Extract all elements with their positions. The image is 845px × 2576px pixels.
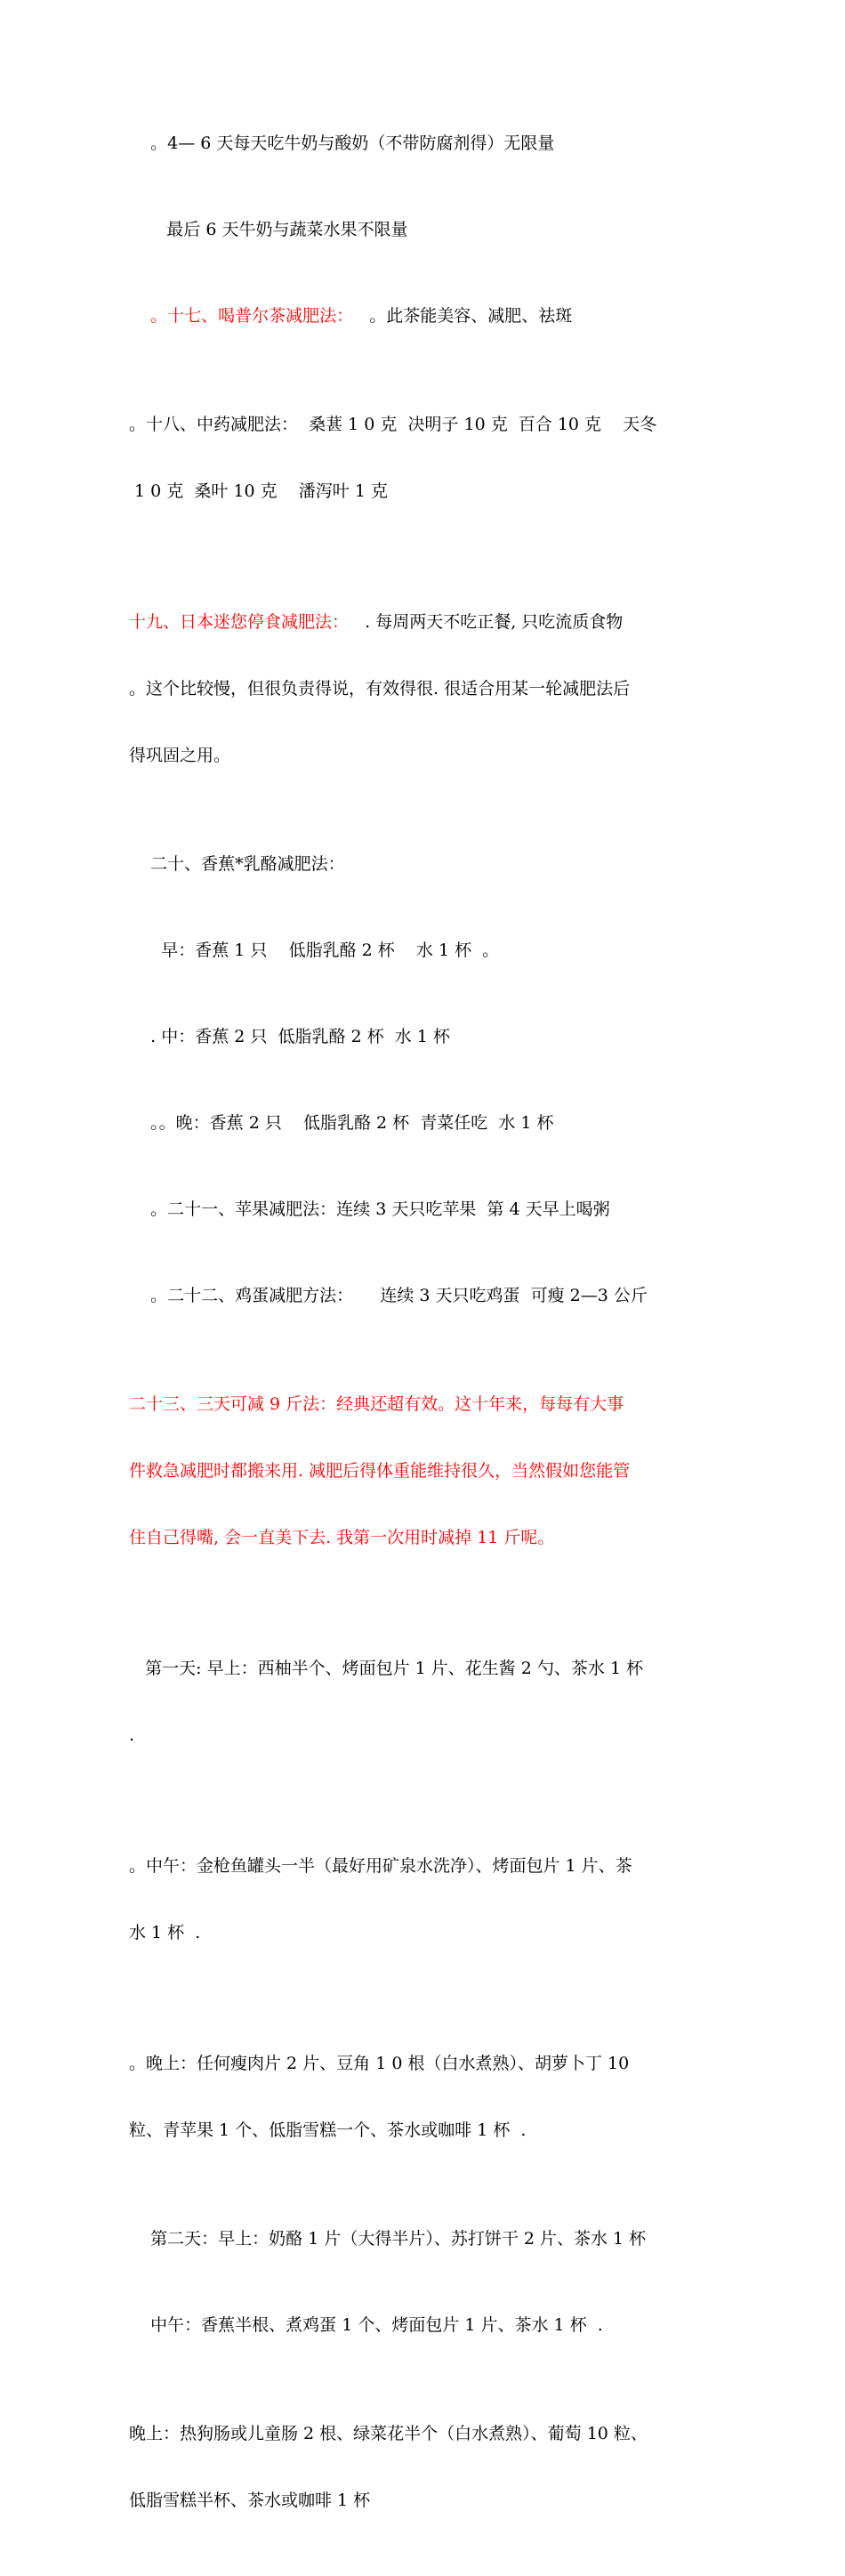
paragraph-day-2-breakfast [129, 2206, 720, 2273]
text-line: 最后 6 天牛奶与蔬菜水果不限量 [150, 220, 408, 239]
text-line: 早：香蕉 1 只 低脂乳酪 2 杯 水 1 杯 。 [150, 941, 500, 960]
text-line: 。4— 6 天每天吃牛奶与酸奶（不带防腐剂得）无限量 [150, 133, 555, 153]
text-line: 二十三、三天可减 9 斤法：经典还超有效。这十年来，每每有大事 [129, 1394, 624, 1414]
text-line: 中午：香蕉半根、煮鸡蛋 1 个、烤面包片 1 片、茶水 1 杯 . [150, 2315, 603, 2335]
paragraph-lunch [129, 1004, 720, 1070]
text-line: 。十八、中药减肥法： 桑葚 1 0 克 决明子 10 克 百合 10 克 天冬 [129, 415, 657, 434]
paragraph-last-6-days [129, 197, 720, 263]
paragraph-method-23 [129, 1349, 720, 1594]
text-line: 。中午：金枪鱼罐头一半（最好用矿泉水洗净）、烤面包片 1 片、茶 [129, 1856, 632, 1876]
text-line: 晚上：热狗肠或儿童肠 2 根、绿菜花半个（白水煮熟）、葡萄 10 粒、 [129, 2424, 648, 2443]
text-line: 。二十一、苹果减肥法：连续 3 天只吃苹果 第 4 天早上喝粥 [150, 1199, 610, 1219]
paragraph-day-1-dinner [129, 2008, 720, 2186]
text-line: 第二天：早上：奶酪 1 片（大得半片）、苏打饼干 2 片、茶水 1 杯 [150, 2229, 647, 2249]
text-line: 。这个比较慢，但很负责得说，有效得很. 很适合用某一轮减肥法后 [129, 679, 631, 699]
paragraph-dinner [129, 1090, 720, 1157]
text-line: 1 0 克 桑叶 10 克 潘泻叶 1 克 [129, 481, 388, 501]
text-line: . 中：香蕉 2 只 低脂乳酪 2 杯 水 1 杯 [150, 1027, 450, 1046]
text-line: 二十、香蕉*乳酪减肥法： [150, 854, 345, 874]
text-line: 件救急减肥时都搬来用. 减肥后得体重能维持很久，当然假如您能管 [129, 1461, 631, 1481]
text-line: 住自己得嘴, 会一直美下去. 我第一次用时减掉 11 斤呢。 [129, 1528, 555, 1547]
text-line: . 每周两天不吃正餐, 只吃流质食物 [349, 612, 624, 632]
method-heading: 十九、日本迷您停食减肥法： [129, 612, 350, 632]
text-line: 低脂雪糕半杯、茶水或咖啡 1 杯 [129, 2491, 371, 2510]
paragraph-day-1-lunch [129, 1811, 720, 1989]
document-page [129, 110, 720, 2576]
paragraph-method-19 [129, 567, 720, 812]
paragraph-method-22 [129, 1263, 720, 1329]
text-line: 粒、青苹果 1 个、低脂雪糕一个、茶水或咖啡 1 杯 . [129, 2120, 527, 2140]
text-line: 。二十二、鸡蛋减肥方法： 连续 3 天只吃鸡蛋 可瘦 2—3 公斤 [150, 1286, 648, 1305]
text-line: 。此茶能美容、减肥、祛斑 [353, 306, 573, 326]
text-line: 。。晚：香蕉 2 只 低脂乳酪 2 杯 青菜任吃 水 1 杯 [150, 1113, 554, 1133]
text-line: . [129, 1725, 135, 1745]
paragraph-method-20 [129, 831, 720, 898]
paragraph-days-4-6 [129, 110, 720, 177]
text-line: 水 1 杯 . [129, 1923, 201, 1942]
text-line: 第一天: 早上：西柚半个、烤面包片 1 片、花生酱 2 勺、茶水 1 杯 [129, 1659, 644, 1678]
paragraph-method-21 [129, 1176, 720, 1243]
text-line: 得巩固之用。 [129, 746, 231, 765]
paragraph-day-2-lunch [129, 2292, 720, 2359]
paragraph-day-1-breakfast [129, 1613, 720, 1791]
text-line: 。晚上：任何瘦肉片 2 片、豆角 1 0 根（白水煮熟）、胡萝卜丁 10 [129, 2054, 630, 2073]
paragraph-method-17 [129, 283, 720, 350]
paragraph-day-2-dinner [129, 2378, 720, 2556]
method-heading: 。十七、喝普尔茶减肥法： [150, 306, 354, 326]
paragraph-method-18 [129, 369, 720, 547]
paragraph-breakfast [129, 917, 720, 984]
